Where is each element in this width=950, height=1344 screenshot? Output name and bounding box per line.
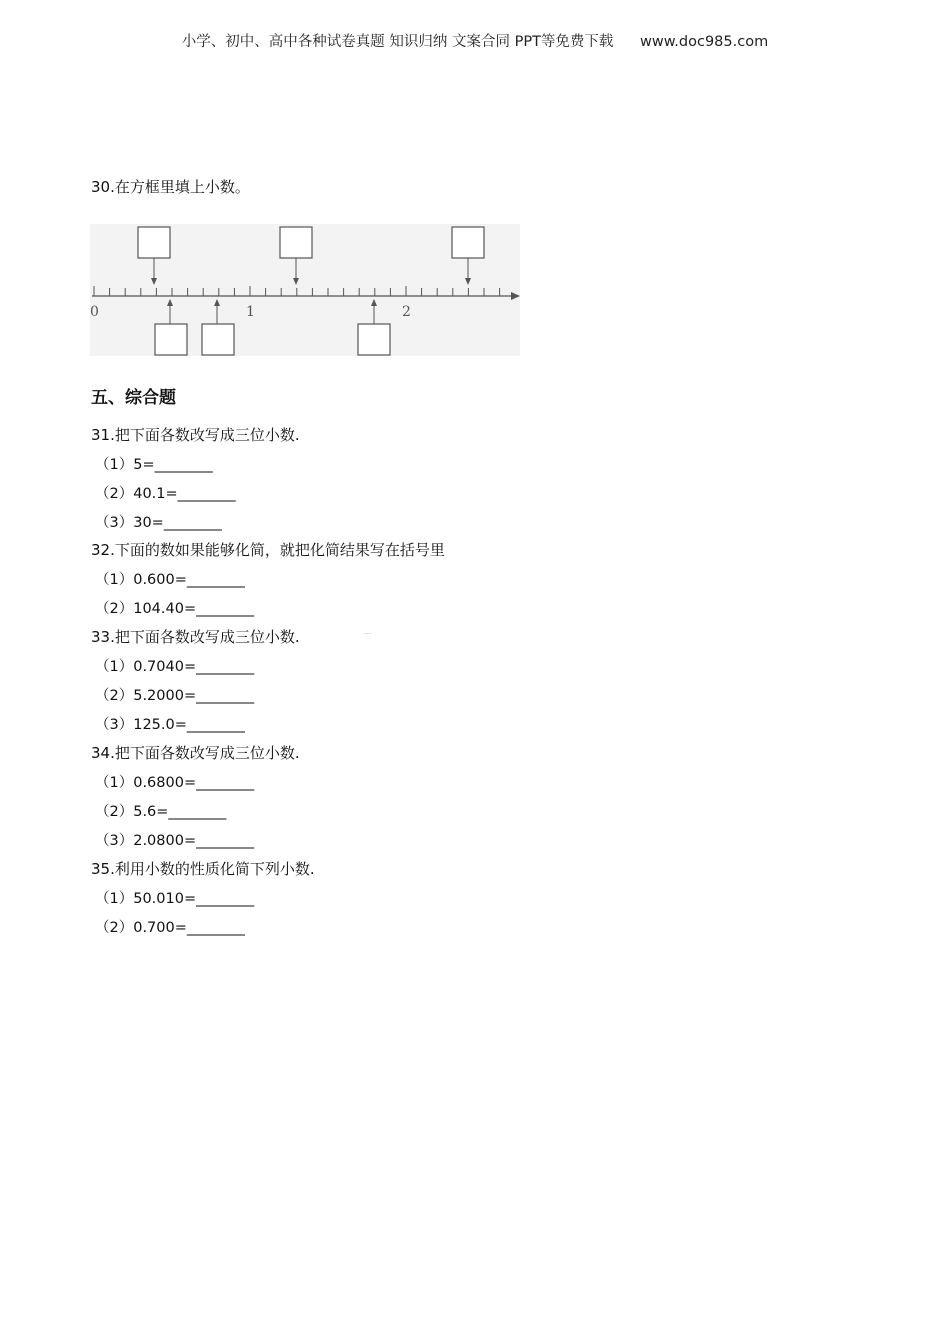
- answer-box-top-1: [138, 227, 170, 258]
- question-31-item-3: （3）30=________: [95, 515, 222, 531]
- question-30-title: 30.在方框里填上小数。: [91, 178, 250, 196]
- header-url[interactable]: www.doc985.com: [640, 34, 769, 50]
- question-31-item-1: （1）5=________: [95, 457, 213, 473]
- question-35-item-1: （1）50.010=________: [95, 891, 255, 907]
- question-33-title: 33.把下面各数改写成三位小数.: [91, 628, 300, 646]
- question-34-item-3: （3）2.0800=________: [95, 833, 255, 849]
- number-line-ticks: [94, 286, 500, 296]
- section-5-title: 五、综合题: [91, 388, 176, 408]
- question-31-title: 31.把下面各数改写成三位小数.: [91, 426, 300, 444]
- page-header: [0, 30, 950, 51]
- question-34-title: 34.把下面各数改写成三位小数.: [91, 744, 300, 762]
- question-33-item-3: （3）125.0=________: [95, 717, 245, 733]
- answer-box-bottom-2: [202, 324, 234, 355]
- label-0: 0: [90, 304, 99, 320]
- question-34-item-2: （2）5.6=________: [95, 804, 227, 820]
- answer-box-bottom-1: [155, 324, 187, 355]
- question-35-title: 35.利用小数的性质化简下列小数.: [91, 860, 315, 878]
- question-33-item-1: （1）0.7040=________: [95, 659, 255, 675]
- label-2: 2: [402, 304, 411, 320]
- answer-box-top-2: [280, 227, 312, 258]
- question-31-item-2: （2）40.1=________: [95, 486, 236, 502]
- question-32-title: 32.下面的数如果能够化简，就把化简结果写在括号里: [91, 541, 445, 559]
- answer-box-top-3: [452, 227, 484, 258]
- question-33-item-2: （2）5.2000=________: [95, 688, 255, 704]
- label-1: 1: [246, 304, 255, 320]
- answer-box-bottom-3: [358, 324, 390, 355]
- question-32-item-1: （1）0.600=________: [95, 572, 245, 588]
- number-line-figure: [90, 224, 520, 356]
- header-text: 小学、初中、高中各种试卷真题 知识归纳 文案合同 PPT等免费下载: [181, 34, 614, 50]
- number-line-arrowhead: [511, 292, 520, 300]
- question-34-item-1: （1）0.6800=________: [95, 775, 255, 791]
- question-32-item-2: （2）104.40=________: [95, 601, 255, 617]
- question-35-item-2: （2）0.700=________: [95, 920, 245, 936]
- number-line-svg: [90, 224, 520, 356]
- tiny-mark: -----: [364, 631, 372, 636]
